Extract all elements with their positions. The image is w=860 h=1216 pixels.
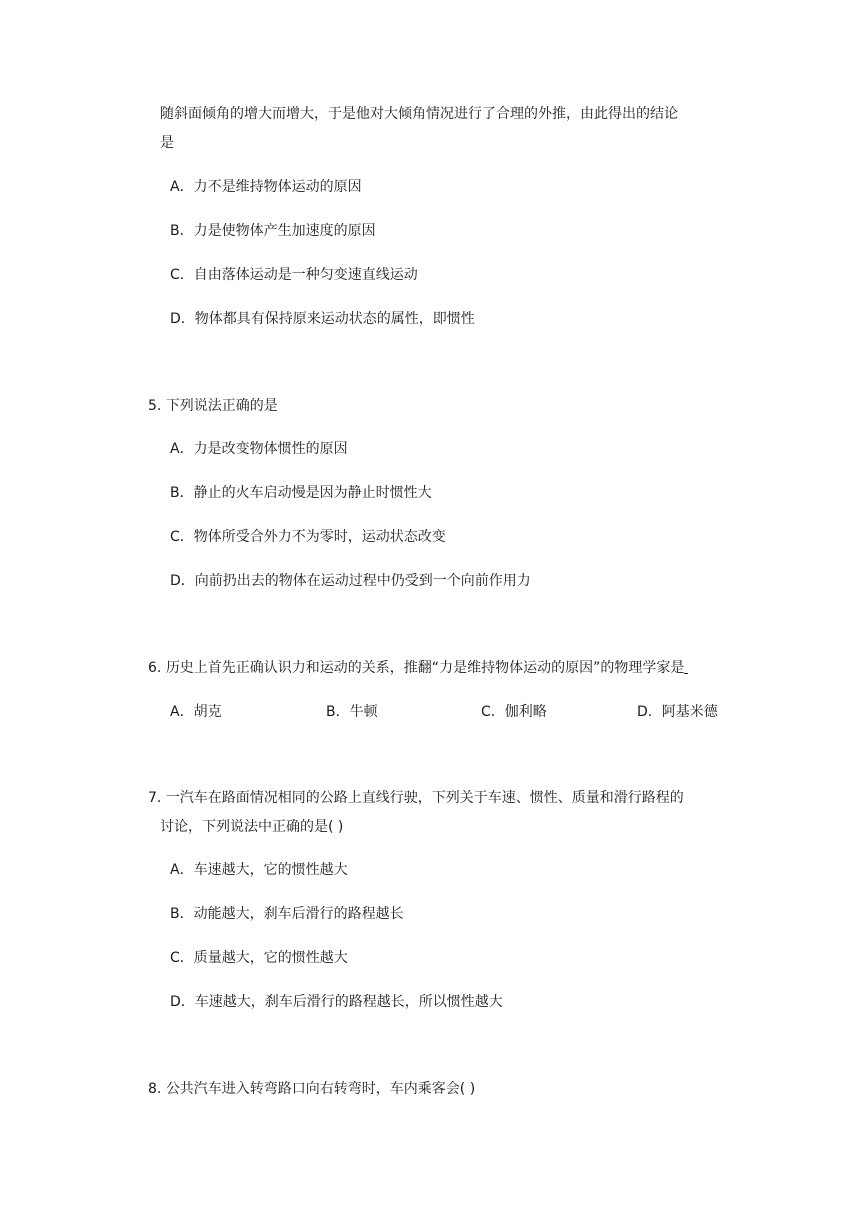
option-text: 胡克 (193, 704, 222, 720)
q5-stem (148, 396, 278, 416)
option-text: 质量越大，它的惯性越大 (193, 950, 348, 966)
question-number: 6. (148, 660, 162, 676)
question-number: 7. (148, 790, 162, 806)
option-letter: D． (170, 311, 195, 327)
option-letter: D． (170, 994, 195, 1010)
q5-option-a (170, 439, 348, 459)
q6-option-d (637, 702, 718, 722)
option-text: 自由落体运动是一种匀变速直线运动 (193, 267, 418, 283)
q4-stem-line1: 随斜面倾角的增大而增大，于是他对大倾角情况进行了合理的外推，由此得出的结论 (160, 106, 678, 122)
q5-option-b (170, 483, 432, 503)
q4-option-c (170, 265, 418, 285)
option-text: 物体所受合外力不为零时，运动状态改变 (193, 529, 446, 545)
option-letter: C． (481, 704, 505, 720)
q6-option-a (170, 702, 222, 722)
option-text: 阿基米德 (661, 704, 718, 720)
q6-option-c (481, 702, 547, 722)
q7-option-c (170, 948, 348, 968)
option-text: 车速越大，刹车后滑行的路程越长，所以惯性越大 (194, 994, 503, 1010)
option-letter: D． (637, 704, 662, 720)
answer-blank (684, 659, 688, 674)
q5-option-d (170, 571, 531, 591)
q4-option-b (170, 221, 376, 241)
option-text: 车速越大，它的惯性越大 (193, 862, 348, 878)
q4-option-a (170, 177, 362, 197)
option-letter: A． (170, 862, 194, 878)
question-text: 公共汽车进入转弯路口向右转弯时，车内乘客会( ) (165, 1081, 476, 1097)
q7-option-d (170, 992, 503, 1012)
option-letter: C． (170, 950, 194, 966)
question-text: 下列说法正确的是 (165, 398, 278, 414)
question-text: 历史上首先正确认识力和运动的关系，推翻“力是维持物体运动的原因”的物理学家是 (165, 660, 685, 676)
q6-option-b (326, 702, 378, 722)
q7-stem-line2: 讨论，下列说法中正确的是( ) (160, 819, 344, 835)
q4-stem-line2: 是 (160, 135, 174, 151)
q7-stem-line1 (148, 788, 684, 808)
option-letter: B． (326, 704, 350, 720)
option-text: 静止的火车启动慢是因为静止时惯性大 (193, 485, 432, 501)
option-letter: A． (170, 179, 194, 195)
option-letter: C． (170, 267, 194, 283)
option-text: 物体都具有保持原来运动状态的属性，即惯性 (194, 311, 475, 327)
option-text: 牛顿 (349, 704, 378, 720)
option-letter: D． (170, 573, 195, 589)
option-text: 力不是维持物体运动的原因 (193, 179, 362, 195)
q5-option-c (170, 527, 446, 547)
option-letter: B． (170, 485, 194, 501)
question-number: 8. (148, 1081, 162, 1097)
option-letter: A． (170, 441, 194, 457)
option-letter: B． (170, 223, 194, 239)
q4-option-d (170, 309, 475, 329)
option-letter: C． (170, 529, 194, 545)
option-text: 力是改变物体惯性的原因 (193, 441, 348, 457)
option-text: 力是使物体产生加速度的原因 (193, 223, 376, 239)
q7-option-a (170, 860, 348, 880)
option-letter: A． (170, 704, 194, 720)
question-text: 一汽车在路面情况相同的公路上直线行驶，下列关于车速、惯性、质量和滑行路程的 (165, 790, 684, 806)
q8-stem (148, 1079, 475, 1099)
q6-stem (148, 658, 688, 678)
option-letter: B． (170, 906, 194, 922)
option-text: 动能越大，刹车后滑行的路程越长 (193, 906, 404, 922)
option-text: 伽利略 (504, 704, 547, 720)
q7-option-b (170, 904, 404, 924)
option-text: 向前扔出去的物体在运动过程中仍受到一个向前作用力 (194, 573, 531, 589)
question-number: 5. (148, 398, 162, 414)
